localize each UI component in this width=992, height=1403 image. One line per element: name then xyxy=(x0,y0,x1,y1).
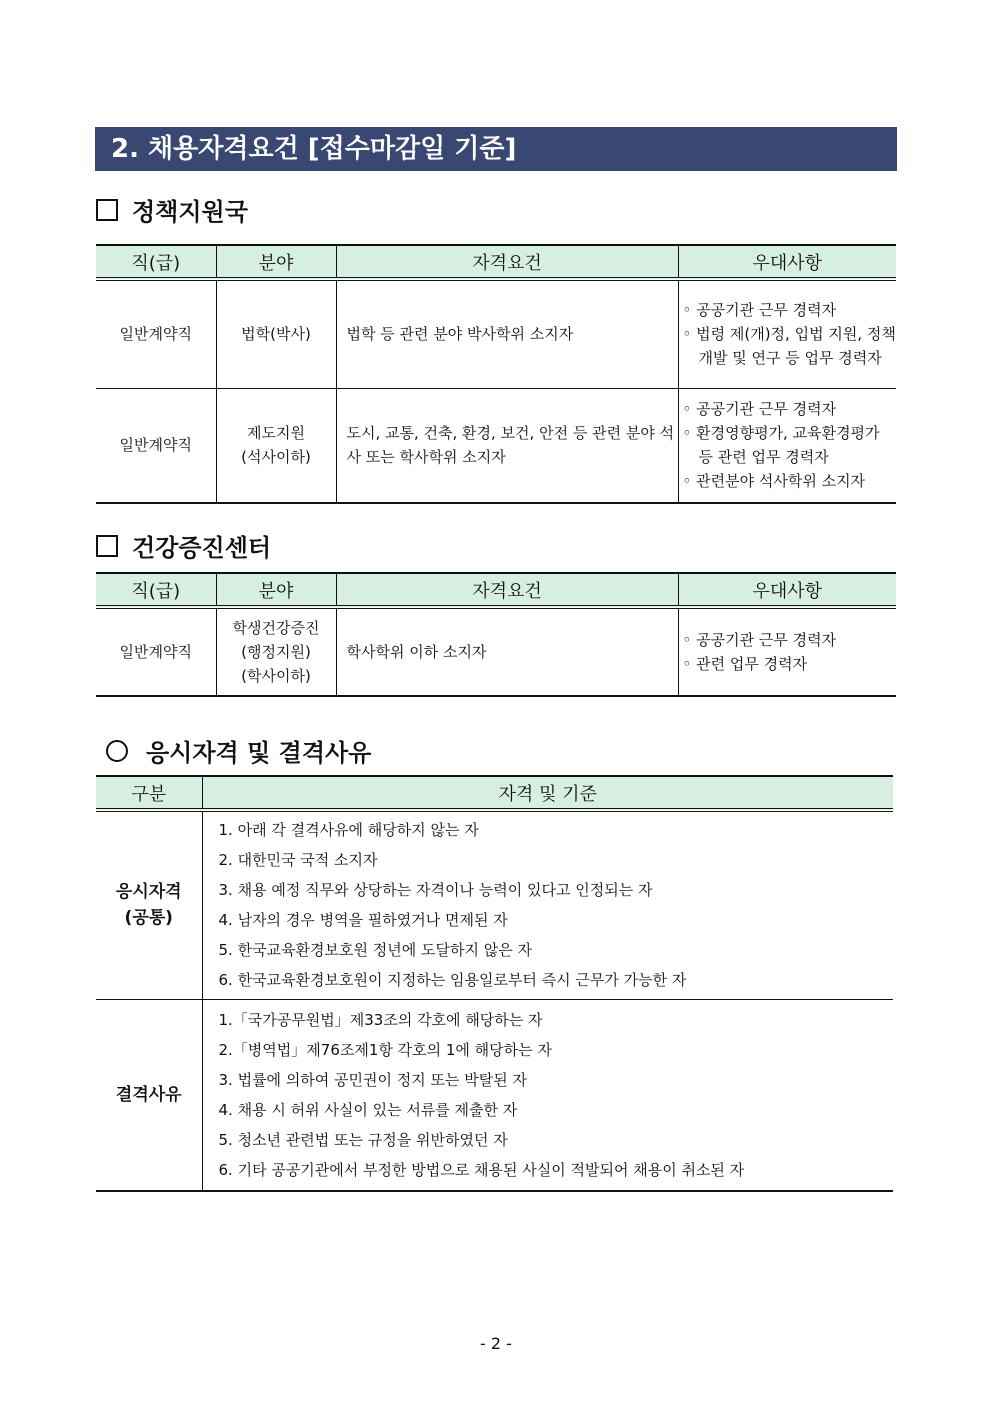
policy-heading xyxy=(96,192,248,227)
policy-table xyxy=(96,244,896,504)
field-cell: 법학(박사) xyxy=(216,279,336,388)
grade-cell: 일반계약직 xyxy=(96,279,216,388)
requirement-cell: 학사학위 이하 소지자 xyxy=(336,607,678,696)
category-cell: 응시자격 (공통) xyxy=(96,810,202,999)
table-row xyxy=(96,279,896,388)
preference-cell: ◦ 공공기관 근무 경력자 ◦ 법령 제(개)정, 입법 지원, 정책개발 및 연구 등 업무 경력자 xyxy=(678,279,896,388)
preference-cell: ◦ 공공기관 근무 경력자 ◦ 환경영향평가, 교육환경평가 등 관련 업무 경력자 ◦ 관련분야 석사학위 소지자 xyxy=(678,388,896,503)
col-criteria: 자격 및 기준 xyxy=(202,776,893,810)
col-requirement: 자격요건 xyxy=(336,573,678,607)
col-preference: 우대사항 xyxy=(678,573,896,607)
preference-cell: ◦ 공공기관 근무 경력자 ◦ 관련 업무 경력자 xyxy=(678,607,896,696)
circle-bullet-icon xyxy=(106,740,128,762)
table-row xyxy=(96,607,896,696)
requirement-cell: 법학 등 관련 분야 박사학위 소지자 xyxy=(336,279,678,388)
health-heading xyxy=(96,528,271,563)
health-table xyxy=(96,572,896,697)
col-field: 분야 xyxy=(216,573,336,607)
col-grade: 직(급) xyxy=(96,573,216,607)
col-grade: 직(급) xyxy=(96,245,216,279)
eligibility-table xyxy=(96,775,893,1192)
field-cell: 학생건강증진 (행정지원) (학사이하) xyxy=(216,607,336,696)
category-cell: 결격사유 xyxy=(96,999,202,1191)
col-preference: 우대사항 xyxy=(678,245,896,279)
col-category: 구분 xyxy=(96,776,202,810)
eligibility-heading xyxy=(106,733,371,768)
page-number: - 2 - xyxy=(480,1334,512,1353)
checkbox-square-icon xyxy=(96,535,118,557)
col-field: 분야 xyxy=(216,245,336,279)
checkbox-square-icon xyxy=(96,199,118,221)
field-cell: 제도지원 (석사이하) xyxy=(216,388,336,503)
requirement-cell: 도시, 교통, 건축, 환경, 보건, 안전 등 관련 분야 석사 또는 학사학위 소지자 xyxy=(336,388,678,503)
col-requirement: 자격요건 xyxy=(336,245,678,279)
eligibility-heading-text: 응시자격 및 결격사유 xyxy=(146,739,372,767)
grade-cell: 일반계약직 xyxy=(96,607,216,696)
table-row xyxy=(96,999,893,1191)
table-row xyxy=(96,810,893,999)
grade-cell: 일반계약직 xyxy=(96,388,216,503)
health-heading-text: 건강증진센터 xyxy=(132,534,272,562)
policy-heading-text: 정책지원국 xyxy=(132,198,248,226)
section-title: 2. 채용자격요건 [접수마감일 기준] xyxy=(95,127,897,171)
criteria-cell: 1. 아래 각 결격사유에 해당하지 않는 자 2. 대한민국 국적 소지자 3. 채용 예정 직무와 상당하는 자격이나 능력이 있다고 인정되는 자 4. 남자의 경우 병역을 필하였거나 면제된 자 5. 한국교육환경보호원 정년에 도달하지 않은 자 6. 한국교육환경보호원이 지정하는 임용일로부터 즉시 근무가 가능한 자 xyxy=(202,810,893,999)
table-row xyxy=(96,388,896,503)
criteria-cell: 1.「국가공무원법」제33조의 각호에 해당하는 자 2.「병역법」제76조제1항 각호의 1에 해당하는 자 3. 법률에 의하여 공민권이 정지 또는 박탈된 자 4. 채용 시 허위 사실이 있는 서류를 제출한 자 5. 청소년 관련법 또는 규정을 위반하였던 자 6. 기타 공공기관에서 부정한 방법으로 채용된 사실이 적발되어 채용이 취소된 자 xyxy=(202,999,893,1191)
